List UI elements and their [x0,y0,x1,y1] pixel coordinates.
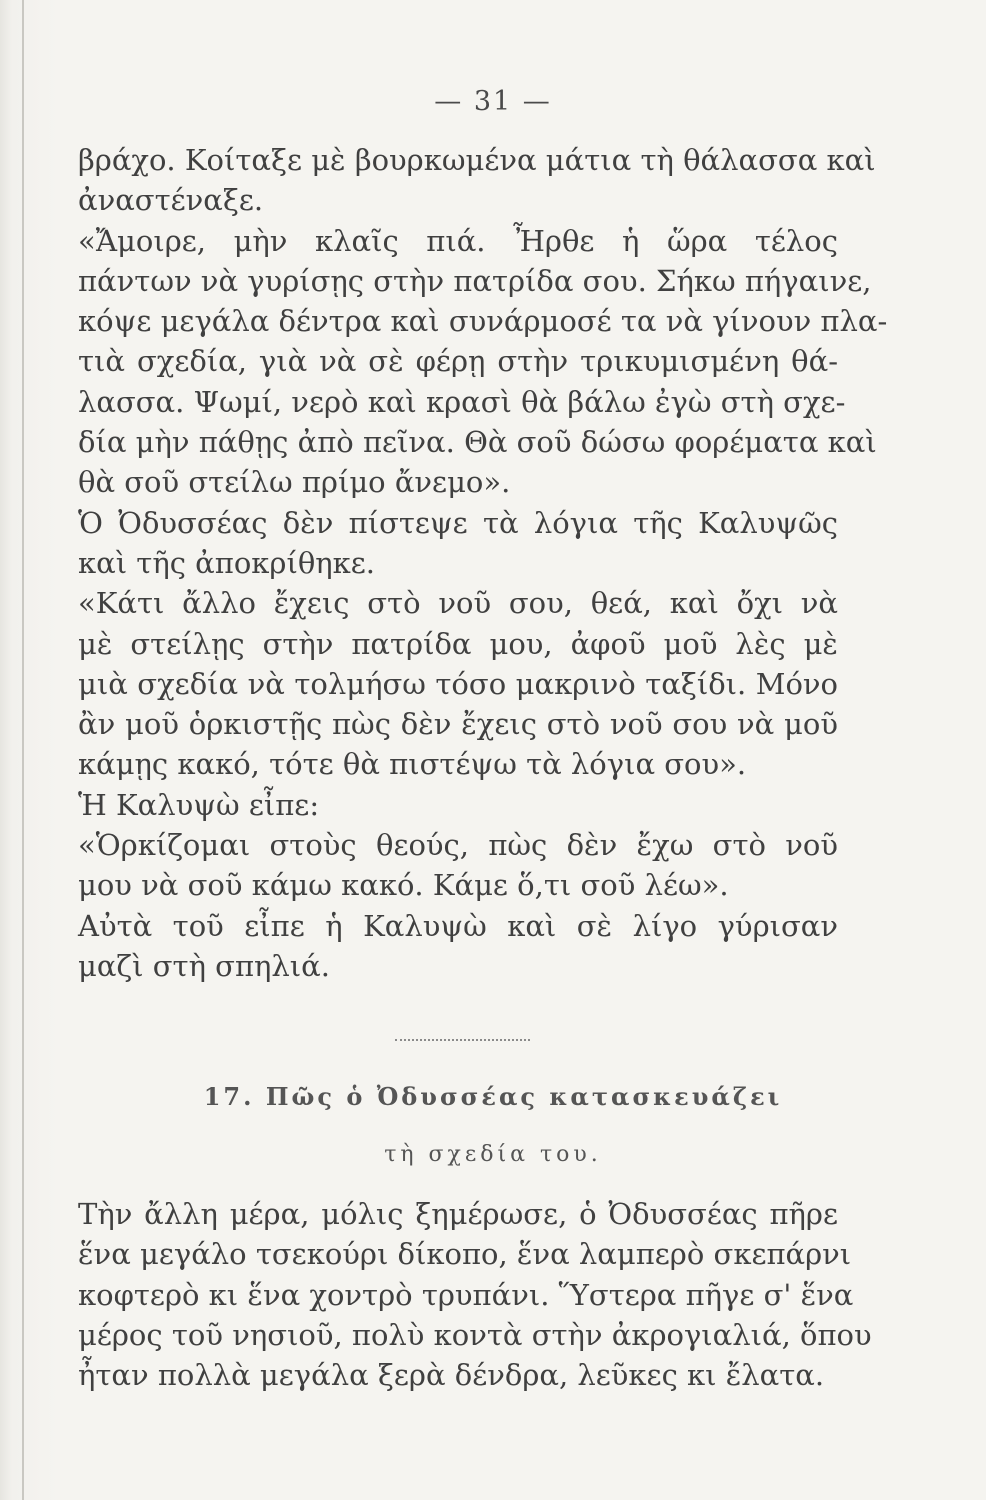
text-line: ἦταν πολλὰ μεγάλα ξερὰ δένδρα, λεῦκες κι ἔλατα. [78,1358,825,1393]
text-line: κόψε μεγάλα δέντρα καὶ συνάρμοσέ τα νὰ γίνουν πλα- [78,304,888,339]
text-line: Ἡ Καλυψὼ εἶπε: [78,787,320,822]
text-line: δία μὴν πάθῃς ἀπὸ πεῖνα. Θὰ σοῦ δώσω φορέματα καὶ [78,425,877,460]
section-heading: 17. Πῶς ὁ Ὀδυσσέας κατασκευάζει [203,1082,783,1111]
section-divider [395,1039,530,1041]
text-line: μου νὰ σοῦ κάμω κακό. Κάμε ὅ,τι σοῦ λέω». [78,868,729,903]
binding-edge [22,0,24,1500]
text-line: Αὐτὰ τοῦ εἶπε ἡ Καλυψὼ καὶ σὲ λίγο γύρισαν [78,908,838,943]
text-line: «Ἄμοιρε, μὴν κλαῖς πιά. Ἦρθε ἡ ὥρα τέλος [78,223,838,258]
text-line: κοφτερὸ κι ἕνα χοντρὸ τρυπάνι. Ὕστερα πῆγε σ' ἕνα [78,1277,854,1312]
text-line: Τὴν ἄλλη μέρα, μόλις ξημέρωσε, ὁ Ὀδυσσέας πῆρε [78,1197,838,1231]
text-line: μιὰ σχεδία νὰ τολμήσω τόσο μακρινὸ ταξίδι. Μόνο [78,666,838,701]
text-line: ἕνα μεγάλο τσεκούρι δίκοπο, ἕνα λαμπερὸ σκεπάρνι [78,1237,852,1272]
text-line: «Κάτι ἄλλο ἔχεις στὸ νοῦ σου, θεά, καὶ ὄχι νὰ [78,586,838,621]
section-text [78,1194,872,1395]
text-line: ἂν μοῦ ὁρκιστῇς πὼς δὲν ἔχεις στὸ νοῦ σου νὰ μοῦ [78,707,838,742]
text-line: «Ὁρκίζομαι στοὺς θεούς, πὼς δὲν ἔχω στὸ νοῦ [78,828,838,863]
text-line: ἀναστέναξε. [78,183,264,218]
text-line: πάντων νὰ γυρίσῃς στὴν πατρίδα σου. Σήκω πήγαινε, [78,263,872,298]
section-subheading: τὴ σχεδία του. [384,1142,602,1167]
main-text [78,140,888,986]
text-line: τιὰ σχεδία, γιὰ νὰ σὲ φέρῃ στὴν τρικυμισμένη θά- [78,344,838,379]
text-line: λασσα. Ψωμί, νερὸ καὶ κρασὶ θὰ βάλω ἐγὼ στὴ σχε- [78,384,846,419]
page-number: — 31 — [434,86,552,117]
text-line: μαζὶ στὴ σπηλιά. [78,948,330,983]
text-line: βράχο. Κοίταξε μὲ βουρκωμένα μάτια τὴ θάλασσα καὶ [78,143,876,177]
text-line: θὰ σοῦ στείλω πρίμο ἄνεμο». [78,465,511,500]
text-line: κάμῃς κακό, τότε θὰ πιστέψω τὰ λόγια σου». [78,747,747,782]
text-line: μέρος τοῦ νησιοῦ, πολὺ κοντὰ στὴν ἀκρογιαλιά, ὅπου [78,1317,872,1352]
text-line: μὲ στείλῃς στὴν πατρίδα μου, ἀφοῦ μοῦ λὲς μὲ [78,626,838,661]
text-line: Ὁ Ὀδυσσέας δὲν πίστεψε τὰ λόγια τῆς Καλυψῶς [78,505,838,540]
text-line: καὶ τῆς ἀποκρίθηκε. [78,545,376,580]
